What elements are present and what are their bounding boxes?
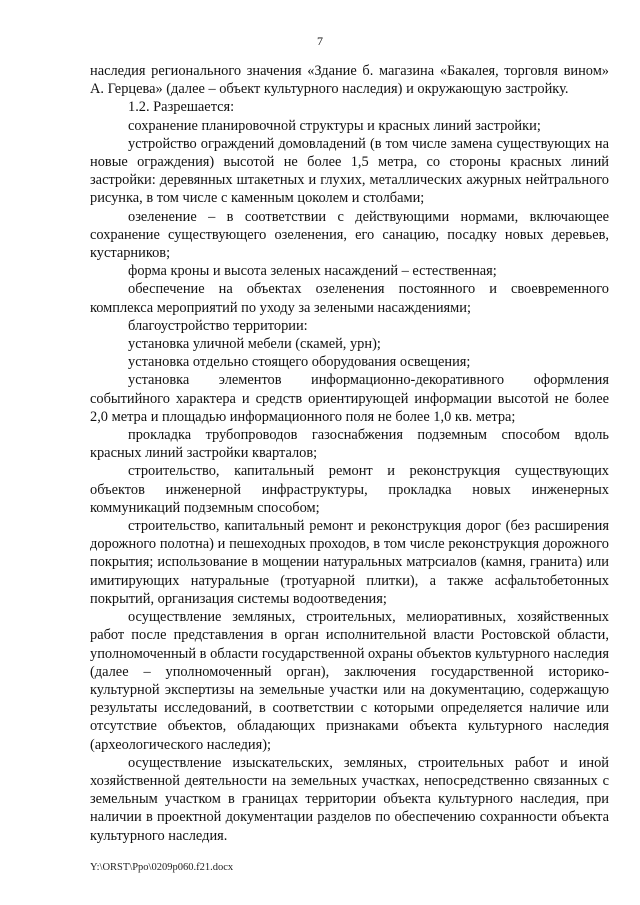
paragraph: сохранение планировочной структуры и красных линий застройки; <box>128 117 541 134</box>
paragraph: благоустройство территории: <box>128 317 308 334</box>
paragraph: строительство, капитальный ремонт и реконструкция дорог (без расширения дорожного полотна) и пешеходных проходов, в том числе реконструкция дорожного покрытия; использование в мощении натуральных матрсиалов (камня, гранита) или имитирующих натуральные (тротуарной плитки), а также асфальтобетонных покрытий, организация системы водоотведения; <box>90 518 609 607</box>
paragraph: обеспечение на объектах озеленения постоянного и своевременного комплекса мероприятий по уходу за зелеными насаждениями; <box>90 281 609 316</box>
document-body <box>90 62 609 845</box>
footer-file-path: Y:\ORST\Ppo\0209p060.f21.docx <box>90 862 234 873</box>
section-heading: 1.2. Разрешается: <box>128 99 235 116</box>
paragraph: форма кроны и высота зеленых насаждений – естественная; <box>128 263 497 280</box>
paragraph: осуществление земляных, строительных, мелиоративных, хозяйственных работ после представления в орган исполнительной власти Ростовской области, уполномоченный в области государственной охраны объектов культурного наследия (далее – уполномоченный орган), заключения государственной историко-культурной экспертизы на земельные участки или на документацию, содержащую результаты исследований, в соответствии с которыми определяется наличие или отсутствие объектов, обладающих признаками объекта культурного наследия (археологического наследия); <box>90 609 609 753</box>
paragraph: прокладка трубопроводов газоснабжения подземным способом вдоль красных линий застройки кварталов; <box>90 427 609 462</box>
paragraph: устройство ограждений домовладений (в том числе замена существующих на новые ограждения) высотой не более 1,5 метра, со стороны красных линий застройки: деревянных штакетных и глухих, металлических ажурных нейтрального рисунка, в том числе с каменным цоколем и столбами; <box>90 135 609 207</box>
paragraph: установка отдельно стоящего оборудования освещения; <box>128 354 471 371</box>
paragraph: осуществление изыскательских, земляных, строительных работ и иной хозяйственной деятельности на земельных участках, непосредственно связанных с земельным участком в границах территории объекта культурного наследия, при наличии в проектной документации разделов по обеспечению сохранности объекта культурного наследия. <box>90 754 609 844</box>
paragraph: установка уличной мебели (скамей, урн); <box>128 336 381 353</box>
paragraph: наследия регионального значения «Здание б. магазина «Бакалея, торговля вином» А. Герцева» (далее – объект культурного наследия) и окружающую застройку. <box>90 63 609 98</box>
paragraph: установка элементов информационно-декоративного оформления событийного характера и средств ориентирующей информации высотой не более 2,0 метра и площадью информационного поля не более 1,0 кв. метра; <box>90 372 609 425</box>
paragraph: озеленение – в соответствии с действующими нормами, включающее сохранение существующего озеленения, его санацию, посадку новых деревьев, кустарников; <box>90 208 609 262</box>
paragraph: строительство, капитальный ремонт и реконструкция существующих объектов инженерной инфраструктуры, прокладка новых инженерных коммуникаций подземным способом; <box>90 463 609 516</box>
page-number: 7 <box>317 34 323 48</box>
